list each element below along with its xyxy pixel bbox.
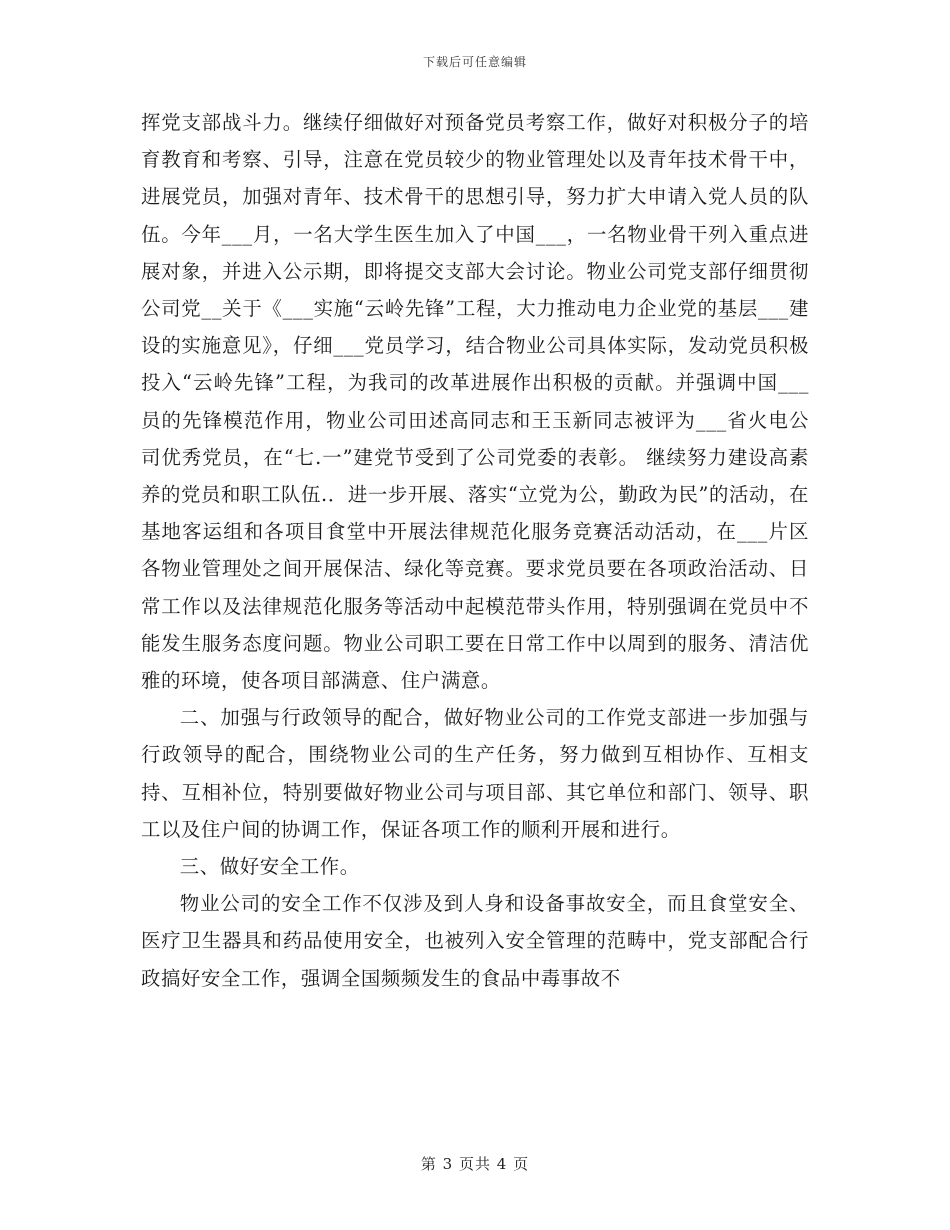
paragraph-2: 二、加强与行政领导的配合，做好物业公司的工作党支部进一步加强与行政领导的配合，围绕物业公司的生产任务，努力做到互相协作、互相支持、互相补位，特别要做好物业公司与项目部、其它单位和部门、领导、职工以及住户间的协调工作，保证各项工作的顺利开展和进行。 <box>141 706 809 841</box>
paragraph-4: 物业公司的安全工作不仅涉及到人身和设备事故安全，而且食堂安全、医疗卫生器具和药品使用安全，也被列入安全管理的范畴中，党支部配合行政搞好安全工作，强调全国频频发生的食品中毒事故不 <box>141 892 809 990</box>
page-header: 下载后可任意编辑 <box>422 55 527 69</box>
document-body <box>141 104 809 997</box>
paragraph-3-heading: 三、做好安全工作。 <box>179 855 360 879</box>
page-footer: 第 3 页共 4 页 <box>420 1155 530 1173</box>
paragraph-1: 挥党支部战斗力。继续仔细做好对预备党员考察工作，做好对积极分子的培育教育和考察、引导，注意在党员较少的物业管理处以及青年技术骨干中，进展党员，加强对青年、技术骨干的思想引导，努力扩大申请入党人员的队伍。今年___月，一名大学生医生加入了中国___，一名物业骨干列入重点进展对象，并进入公示期，即将提交支部大会讨论。物业公司党支部仔细贯彻公司党__关于《___实施“云岭先锋”工程，大力推动电力企业党的基层___建设的实施意见》，仔细___党员学习，结合物业公司具体实际，发动党员积极投入“云岭先锋”工程，为我司的改革进展作出积极的贡献。并强调中国___员的先锋模范作用，物业公司田述高同志和王玉新同志被评为___省火电公司优秀党员，在“七.一”建党节受到了公司党委的表彰。 继续努力建设高素养的党员和职工队伍.．进一步开展、落实“立党为公，勤政为民”的活动，在基地客运组和各项目食堂中开展法律规范化服务竞赛活动活动，在___片区各物业管理处之间开展保洁、绿化等竞赛。要求党员要在各项政治活动、日常工作以及法律规范化服务等活动中起模范带头作用，特别强调在党员中不能发生服务态度问题。物业公司职工要在日常工作中以周到的服务、清洁优雅的环境，使各项目部满意、住户满意。 <box>141 111 809 693</box>
